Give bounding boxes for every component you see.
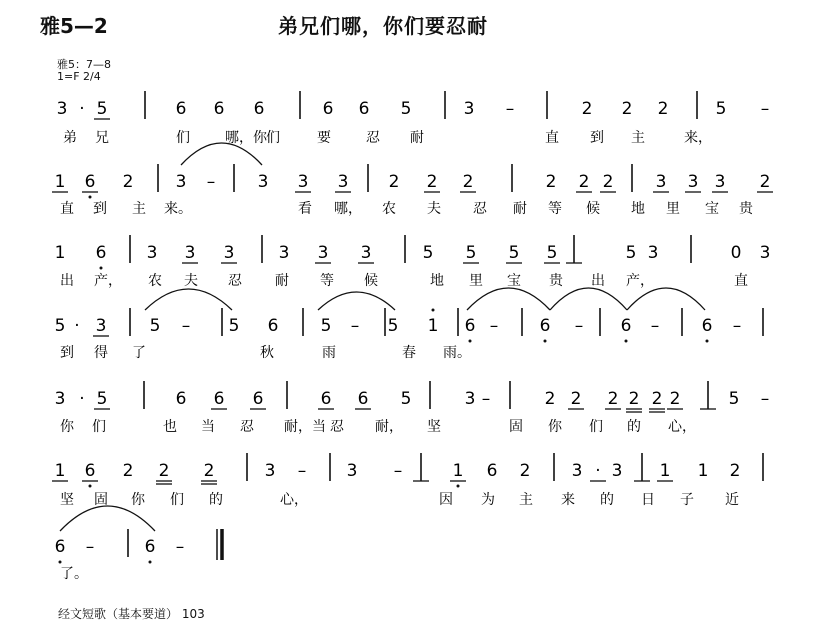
octave-dot-below [625,340,628,343]
note: 6 [84,172,96,192]
slur [627,288,705,310]
lyric-syllable: 你 [60,419,74,435]
lyric-syllable: 得 [94,345,108,361]
note: 5 [465,243,477,263]
note: 2 [602,172,614,192]
slur [467,288,550,310]
dash-note: – [85,537,95,557]
lyric-syllable: 了。 [60,566,88,582]
lyric-syllable: 到 [590,130,604,146]
lyric-syllable: 产， [626,273,654,289]
note: 6 [701,316,713,336]
note: 2 [607,389,619,409]
lyric-syllable: 坚 [60,492,74,508]
lyric-syllable: 来。 [164,201,192,217]
lyric-syllable: 耐， [375,419,403,435]
note: 3 [264,461,276,481]
note: 5 [400,389,412,409]
dash-note: – [505,99,515,119]
lyric-syllable: 贵 [739,201,753,217]
lyric-syllable: 近 [725,492,739,508]
note: 2 [759,172,771,192]
lyric-syllable: 忍 [240,419,254,435]
lyric-syllable: 夫 [184,273,198,289]
note: 2 [669,389,681,409]
note: 6 [358,99,370,119]
note: 3 [647,243,659,263]
dash-note: – [732,316,742,336]
dotted-note-dot: · [595,461,601,481]
note: 2 [581,99,593,119]
lyric-syllable: 里 [666,201,680,217]
note: 3 [337,172,349,192]
note: 2 [621,99,633,119]
dash-note: – [393,461,403,481]
lyric-syllable: 主 [132,201,146,217]
lyric-syllable: 出 [591,273,605,289]
note: 3 [146,243,158,263]
slur [550,288,627,310]
note: 2 [578,172,590,192]
note: 1 [697,461,709,481]
lyric-syllable: 们 [92,419,106,435]
note: 5 [715,99,727,119]
octave-dot-below [706,340,709,343]
note: 6 [144,537,156,557]
note: 5 [728,389,740,409]
note: 1 [659,461,671,481]
lyric-syllable: 农 [382,201,396,217]
lyric-syllable: 产， [94,273,122,289]
lyric-syllable: 候 [364,273,378,289]
lyric-syllable: 雨。 [443,345,471,361]
note: 6 [322,99,334,119]
lyric-syllable: 耐 [275,273,289,289]
note: 3 [278,243,290,263]
note: 1 [54,243,66,263]
lyric-syllable: 来 [561,492,575,508]
dash-note: – [760,99,770,119]
dash-note: – [350,316,360,336]
lyric-syllable: 农 [148,273,162,289]
note: 2 [122,172,134,192]
lyric-syllable: 忍 [228,273,242,289]
lyric-syllable: 固 [94,492,108,508]
note: 1 [427,316,439,336]
lyric-syllable: 忍 [330,419,344,435]
note: 2 [519,461,531,481]
lyric-syllable: 心， [280,492,308,508]
lyric-syllable: 的 [627,419,641,435]
lyric-syllable: 夫 [427,201,441,217]
song-title: 弟兄们哪，你们要忍耐 [278,14,488,38]
lyric-syllable: 耐，当 [284,419,326,435]
lyric-syllable: 等 [548,201,562,217]
lyric-syllable: 们 [170,492,184,508]
note: 5 [422,243,434,263]
octave-dot-below [89,485,92,488]
lyric-syllable: 日 [641,492,655,508]
key-signature: 1=F 2/4 [57,70,101,83]
note: 3 [611,461,623,481]
lyric-syllable: 宝 [507,273,521,289]
dash-note: – [760,389,770,409]
scripture-reference: 雅5：7—8 [57,58,111,71]
lyric-syllable: 直 [545,130,559,146]
dash-note: – [574,316,584,336]
note: 3 [54,389,66,409]
footer-caption: 经文短歌（基本要道） 103 [58,607,205,621]
lyric-syllable: 候 [586,201,600,217]
note: 2 [544,389,556,409]
lyric-syllable: 心， [668,419,696,435]
note: 6 [54,537,66,557]
note: 3 [257,172,269,192]
note: 2 [158,461,170,481]
lyric-syllable: 哪， [334,201,362,217]
lyric-syllable: 忍 [473,201,487,217]
lyric-syllable: 你 [548,419,562,435]
lyric-syllable: 弟 [63,130,77,146]
dotted-note-dot: · [74,316,80,336]
note: 3 [297,172,309,192]
note: 1 [54,172,66,192]
lyric-syllable: 当 [201,419,215,435]
note: 5 [96,389,108,409]
octave-dot-below [59,561,62,564]
note: 5 [625,243,637,263]
lyric-syllable: 的 [209,492,223,508]
note: 6 [252,389,264,409]
note: 6 [320,389,332,409]
note: 6 [213,99,225,119]
lyric-syllable: 到 [60,345,74,361]
lyric-syllable: 要 [317,130,331,146]
note: 6 [175,389,187,409]
dash-note: – [297,461,307,481]
note: 3 [759,243,771,263]
lyric-syllable: 忍 [366,130,380,146]
dash-note: – [650,316,660,336]
lyric-syllable: 耐 [513,201,527,217]
lyric-syllable: 主 [631,130,645,146]
note: 3 [317,243,329,263]
note: 6 [267,316,279,336]
note: 2 [545,172,557,192]
octave-dot-below [89,196,92,199]
note: 6 [464,316,476,336]
octave-dot-below [469,340,472,343]
note: 3 [95,316,107,336]
octave-dot-below [100,267,103,270]
note: 3 [223,243,235,263]
note: 5 [149,316,161,336]
note: 6 [253,99,265,119]
dotted-note-dot: · [79,389,85,409]
lyric-syllable: 因 [439,492,453,508]
lyric-syllable: 春 [402,345,416,361]
lyric-syllable: 也 [163,419,177,435]
lyric-syllable: 贵 [549,273,563,289]
slur [60,506,155,531]
lyric-syllable: 出 [60,273,74,289]
lyric-syllable: 为 [481,492,495,508]
note: 6 [357,389,369,409]
dash-note: – [181,316,191,336]
octave-dot-below [457,485,460,488]
note: 5 [400,99,412,119]
note: 2 [388,172,400,192]
note: 5 [54,316,66,336]
lyric-syllable: 里 [469,273,483,289]
lyric-syllable: 雨 [322,345,336,361]
note: 6 [175,99,187,119]
dash-note: – [206,172,216,192]
note: 2 [203,461,215,481]
dotted-note-dot: · [79,99,85,119]
note: 2 [628,389,640,409]
note: 6 [84,461,96,481]
dash-note: – [489,316,499,336]
note: 1 [452,461,464,481]
slur [145,289,232,310]
note: 5 [320,316,332,336]
lyric-syllable: 到 [93,201,107,217]
lyric-syllable: 宝 [705,201,719,217]
dash-note: – [481,389,491,409]
note: 3 [56,99,68,119]
lyric-syllable: 来， [684,130,712,146]
page-code: 雅5—2 [40,14,108,38]
note: 2 [462,172,474,192]
dash-note: – [175,537,185,557]
lyric-syllable: 固 [509,419,523,435]
note: 6 [486,461,498,481]
note: 2 [657,99,669,119]
note: 2 [426,172,438,192]
lyric-syllable: 们 [266,130,280,146]
lyric-syllable: 主 [519,492,533,508]
lyric-syllable: 耐 [410,130,424,146]
note: 3 [464,389,476,409]
note: 3 [184,243,196,263]
note: 5 [508,243,520,263]
note: 6 [539,316,551,336]
lyric-syllable: 兄 [95,130,109,146]
note: 3 [714,172,726,192]
note: 3 [571,461,583,481]
note: 5 [546,243,558,263]
lyric-syllable: 了 [132,345,146,361]
note: 5 [228,316,240,336]
lyric-syllable: 地 [631,201,645,217]
octave-dot-below [149,561,152,564]
lyric-syllable: 地 [430,273,444,289]
lyric-syllable: 子 [680,492,694,508]
note: 2 [570,389,582,409]
lyric-syllable: 等 [320,273,334,289]
note: 5 [96,99,108,119]
note: 2 [729,461,741,481]
note: 2 [651,389,663,409]
note: 3 [655,172,667,192]
lyric-syllable: 的 [600,492,614,508]
slur [181,143,262,165]
note: 5 [387,316,399,336]
note: 0 [730,243,742,263]
lyric-syllable: 直 [60,201,74,217]
slur [318,292,395,310]
note: 3 [346,461,358,481]
lyric-syllable: 坚 [427,419,441,435]
note: 6 [95,243,107,263]
note: 6 [213,389,225,409]
lyric-syllable: 们 [589,419,603,435]
note: 3 [175,172,187,192]
octave-dot-above [432,309,435,312]
octave-dot-below [544,340,547,343]
note: 3 [687,172,699,192]
note: 2 [122,461,134,481]
lyric-syllable: 哪，你 [225,130,267,146]
lyric-syllable: 们 [176,130,190,146]
lyric-syllable: 直 [734,273,748,289]
lyric-syllable: 看 [298,201,312,217]
note: 3 [463,99,475,119]
lyric-syllable: 你 [131,492,145,508]
note: 1 [54,461,66,481]
lyric-syllable: 秋 [260,345,274,361]
note: 3 [360,243,372,263]
note: 6 [620,316,632,336]
